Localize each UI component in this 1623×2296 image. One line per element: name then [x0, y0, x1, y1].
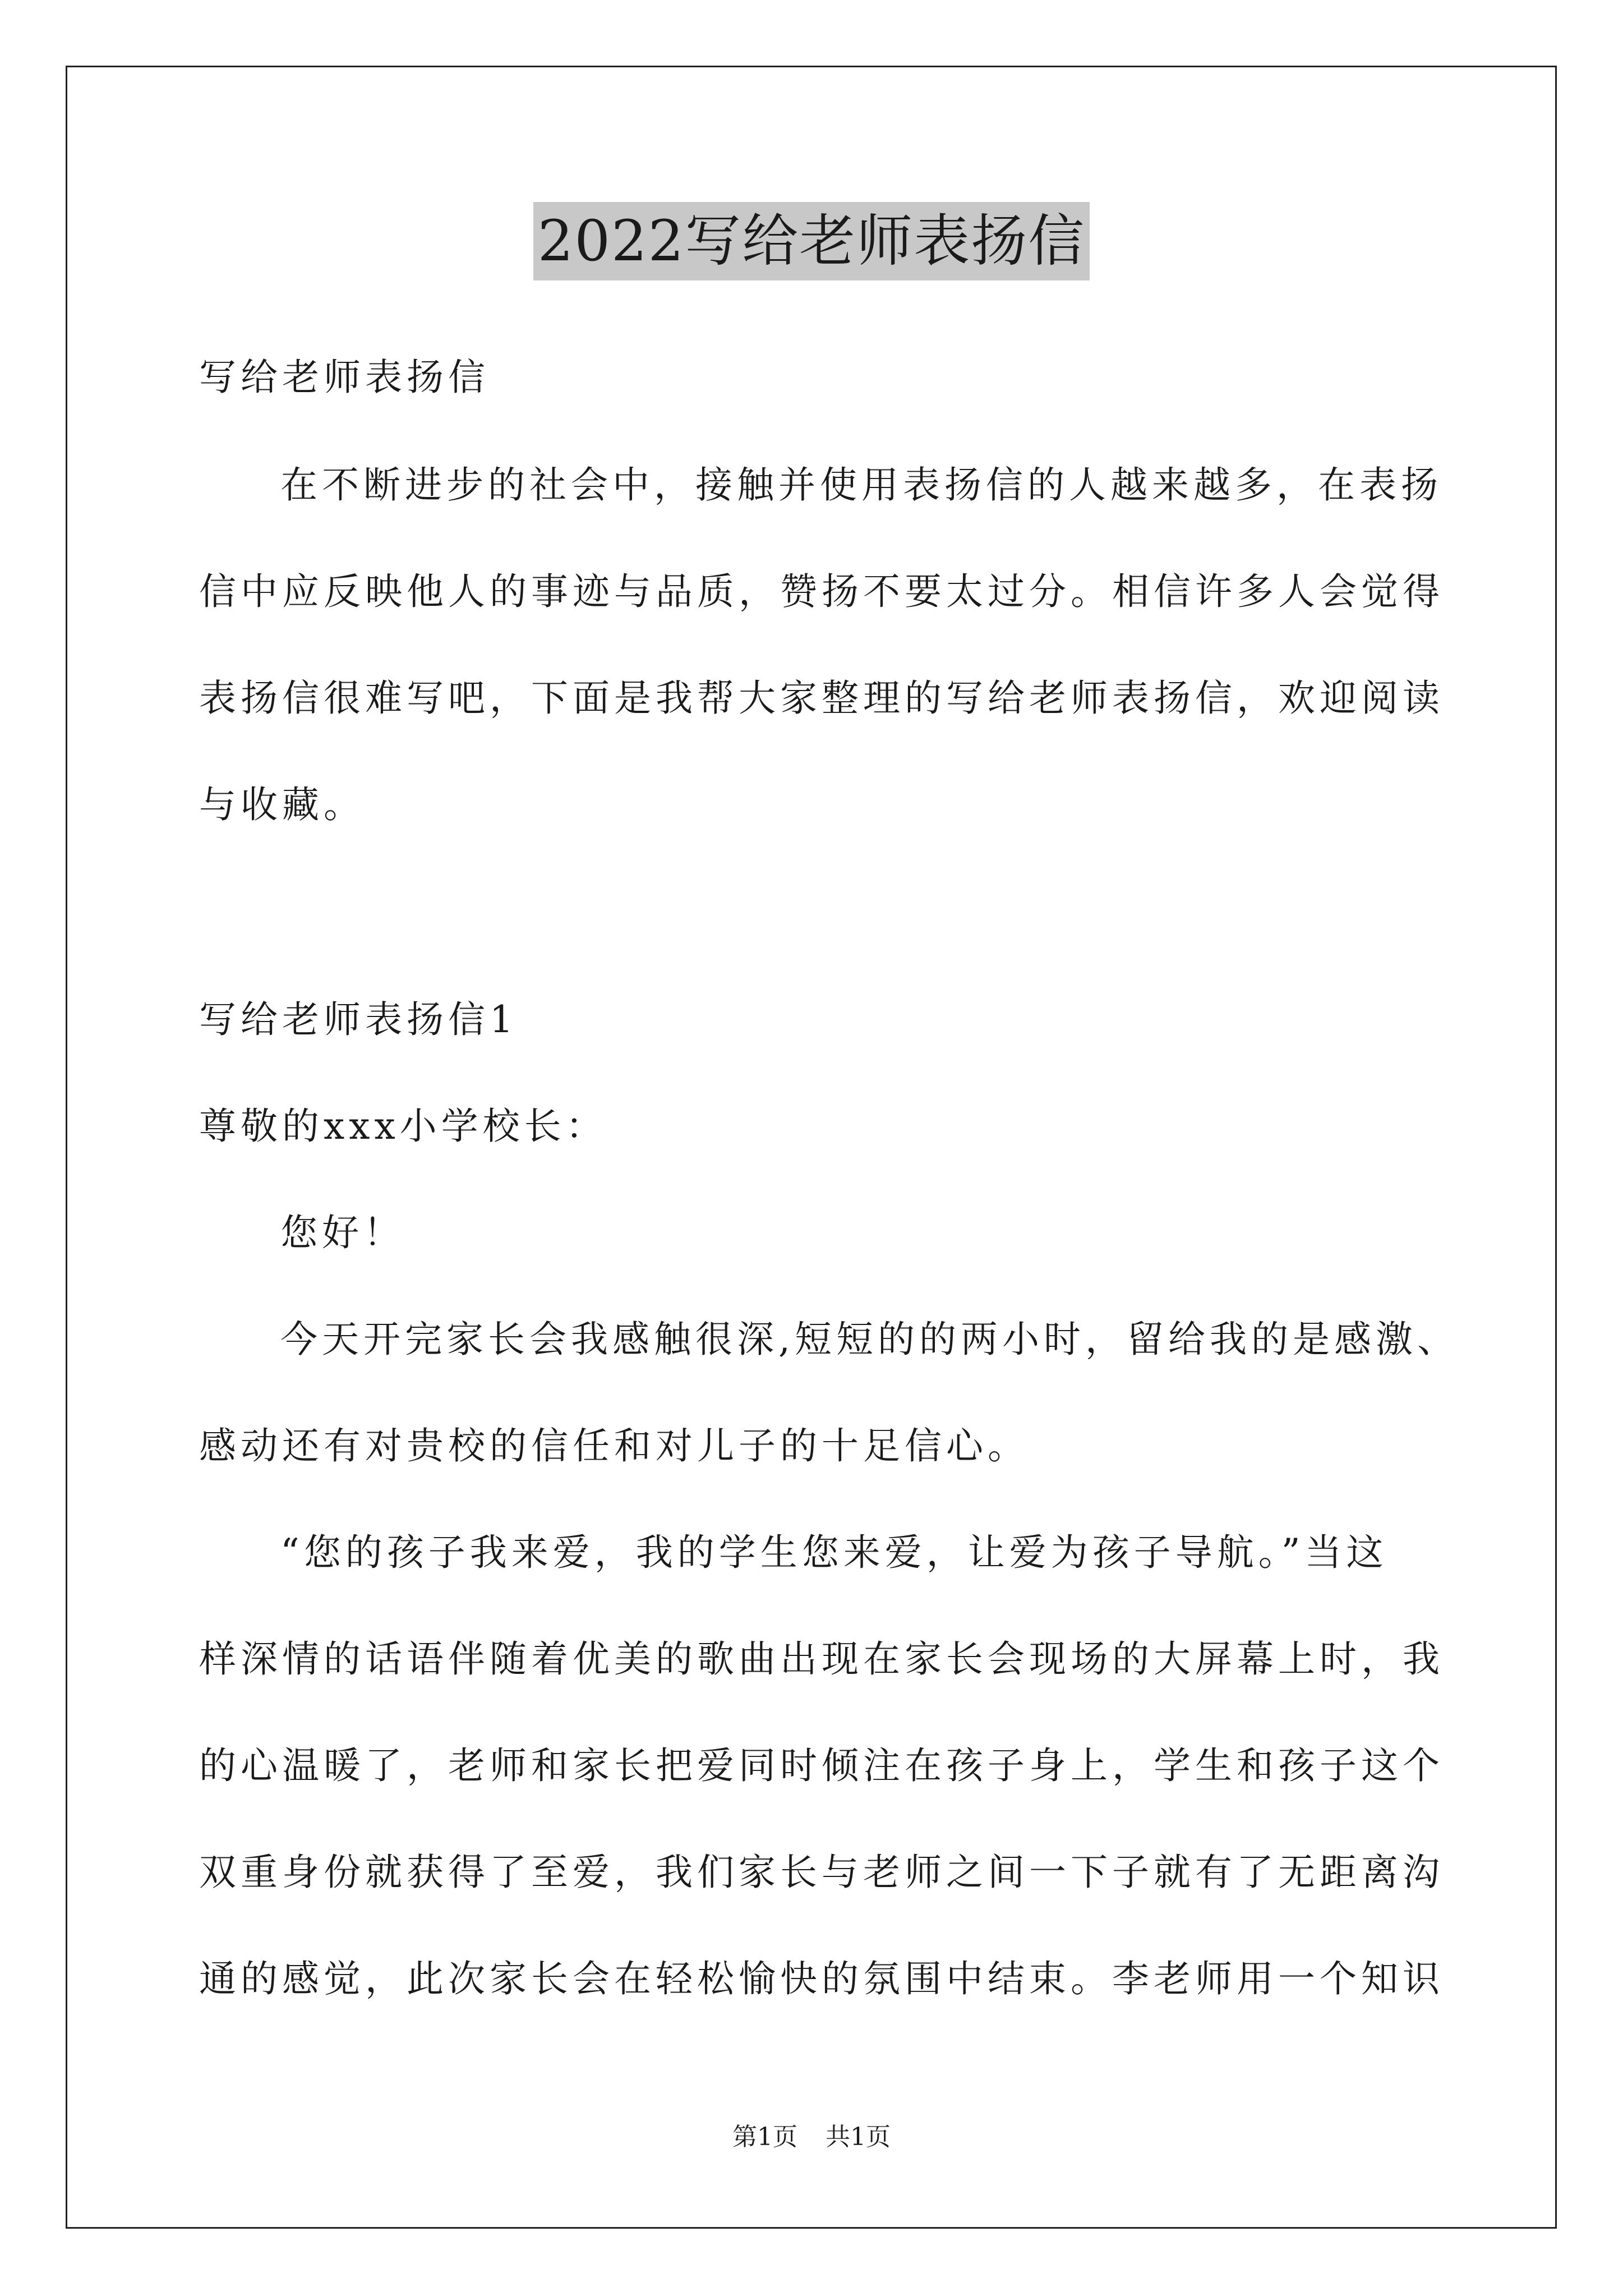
salutation-line: 尊敬的xxx小学校长： — [199, 1105, 607, 1148]
page-number: 第1页 — [732, 2123, 797, 2151]
body-line: 与收藏。 — [199, 783, 365, 826]
body-line: 在不断进步的社会中，接触并使用表扬信的人越来越多，在表扬 — [280, 463, 1442, 507]
subtitle-line: 写给老师表扬信 — [199, 356, 490, 399]
body-line: 样深情的话语伴随着优美的歌曲出现在家长会现场的大屏幕上时，我 — [199, 1637, 1444, 1681]
document-title: 2022写给老师表扬信 — [533, 202, 1090, 280]
body-line: 表扬信很难写吧，下面是我帮大家整理的写给老师表扬信，欢迎阅读 — [199, 677, 1444, 720]
body-line: 双重身份就获得了至爱，我们家长与老师之间一下子就有了无距离沟 — [199, 1851, 1444, 1894]
body-line: 信中应反映他人的事迹与品质，赞扬不要太过分。相信许多人会觉得 — [199, 570, 1444, 613]
total-pages: 共1页 — [826, 2123, 891, 2151]
greeting-line: 您好！ — [280, 1211, 405, 1254]
body-line: 的心温暖了，老师和家长把爱同时倾注在孩子身上，学生和孩子这个 — [199, 1744, 1444, 1787]
body-line: “您的孩子我来爱，我的学生您来爱，让爱为孩子导航。”当这 — [280, 1531, 1388, 1574]
page-footer — [0, 2120, 1623, 2154]
section-heading: 写给老师表扬信1 — [199, 998, 518, 1041]
body-line: 今天开完家长会我感触很深,短短的的两小时，留给我的是感激、 — [280, 1318, 1459, 1361]
title-container — [0, 202, 1623, 280]
body-line: 感动还有对贵校的信任和对儿子的十足信心。 — [199, 1424, 1029, 1467]
body-line: 通的感觉，此次家长会在轻松愉快的氛围中结束。李老师用一个知识 — [199, 1957, 1444, 2000]
